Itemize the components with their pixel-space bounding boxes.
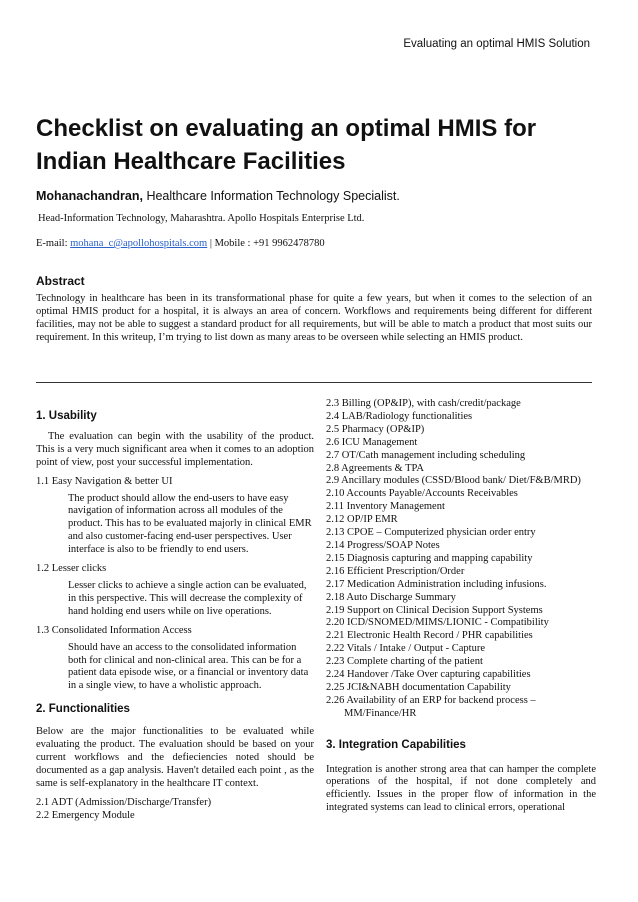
- integration-text: Integration is another strong area that can hamper the complete operations of the hospital, if not done completely and efficiently. Issues in the proper flow of information in the integrated systems can lead to clinical errors, operational: [326, 763, 596, 814]
- author-role: Healthcare Information Technology Specialist.: [142, 189, 400, 203]
- list-item: 2.2 Emergency Module: [36, 809, 135, 821]
- list-item: 2.8 Agreements & TPA: [326, 462, 425, 474]
- list-item: 2.23 Complete charting of the patient: [326, 656, 483, 668]
- list-item: 2.18 Auto Discharge Summary: [326, 591, 456, 603]
- list-item: 2.6 ICU Management: [326, 436, 418, 448]
- subsection-label: 1.3 Consolidated Information Access: [36, 624, 192, 636]
- list-item: 2.7 OT/Cath management including scheduling: [326, 449, 526, 461]
- list-item: 2.20 ICD/SNOMED/MIMS/LIONIC - Compatibility: [326, 617, 549, 629]
- list-item-continuation: MM/Finance/HR: [344, 707, 417, 719]
- list-item: 2.15 Diagnosis capturing and mapping capability: [326, 552, 533, 564]
- list-item: 2.24 Handover /Take Over capturing capabilities: [326, 669, 531, 681]
- list-item: 2.10 Accounts Payable/Accounts Receivables: [326, 488, 518, 500]
- contact-line: [36, 238, 325, 249]
- email-label: E-mail:: [36, 238, 71, 249]
- author-name: Mohanachandran,: [36, 189, 143, 203]
- list-item: 2.26 Availability of an ERP for backend process –: [326, 694, 536, 706]
- subsection-body: Lesser clicks to achieve a single action can be evaluated, in this perspective. This will decrease the complexity of hand holding end users while on live operations.: [68, 579, 307, 617]
- section-heading-usability: 1. Usability: [36, 410, 97, 422]
- list-item: 2.16 Efficient Prescription/Order: [326, 565, 465, 577]
- list-item: 2.5 Pharmacy (OP&IP): [326, 423, 425, 435]
- subsection-label: 1.1 Easy Navigation & better UI: [36, 475, 173, 487]
- list-item: 2.19 Support on Clinical Decision Support Systems: [326, 604, 543, 616]
- section-divider: [36, 382, 592, 383]
- usability-intro: The evaluation can begin with the usability of the product. This is a very much significant area when it comes to an adoption point of view, post your successful implementation.: [36, 430, 314, 468]
- list-item: 2.14 Progress/SOAP Notes: [326, 539, 440, 551]
- list-item: 2.22 Vitals / Intake / Output - Capture: [326, 643, 485, 655]
- section-heading-functionalities: 2. Functionalities: [36, 703, 130, 716]
- list-item: 2.1 ADT (Admission/Discharge/Transfer): [36, 796, 212, 808]
- list-item: 2.3 Billing (OP&IP), with cash/credit/package: [326, 398, 521, 409]
- paper-title: Checklist on evaluating an optimal HMIS for Indian Healthcare Facilities: [36, 115, 537, 175]
- list-item: 2.25 JCI&NABH documentation Capability: [326, 681, 511, 693]
- section-heading-integration: 3. Integration Capabilities: [326, 738, 466, 751]
- list-item: 2.12 OP/IP EMR: [326, 514, 398, 526]
- list-item: 2.21 Electronic Health Record / PHR capabilities: [326, 630, 533, 642]
- list-item: 2.13 CPOE – Computerized physician order entry: [326, 527, 536, 539]
- mobile-info: | Mobile : +91 9962478780: [207, 238, 325, 249]
- email-link[interactable]: mohana_c@apollohospitals.com: [70, 238, 208, 249]
- subsection-body: The product should allow the end-users to have easy navigation of information across all modules of the product. This has to be evaluated majorly in clinical EMR and also customer-facing end-user perspectives. User interface is also to be friendly to end users.: [68, 492, 312, 556]
- list-item: 2.17 Medication Administration including infusions.: [326, 578, 547, 590]
- author-line: [36, 189, 400, 203]
- left-column: [36, 410, 314, 822]
- subsection-body: Should have an access to the consolidated information both for clinical and non-clinical area. This can be for a patient data episode wise, or a financial or inventory data in a single view, to have a wholistic approach.: [68, 641, 309, 692]
- right-column: [326, 398, 596, 821]
- functionalities-intro: Below are the major functionalities to be evaluated while evaluating the product. The evaluation should be based on your current workflows and the defieciencies noted should be documented as a gap analysis. Haven't detailed each point , as the same is self-explanatory in the healthcare IT context.: [36, 726, 314, 789]
- list-item: 2.4 LAB/Radiology functionalities: [326, 410, 473, 422]
- abstract-heading: Abstract: [36, 274, 85, 288]
- subsection-label: 1.2 Lesser clicks: [36, 563, 107, 575]
- abstract-text: Technology in healthcare has been in its transformational phase for quite a few years, but when it comes to the selection of an optimal HMIS product for a hospital, it is always an area of concern. Workflows and requirements being different for different facilities, may not be able to suggest a standard product for all requirements, but will be able to match a product that most suits our requirement. In this writeup, I’m trying to list down as many areas to be overseen while selecting an HMIS product.: [36, 293, 592, 343]
- list-item: 2.9 Ancillary modules (CSSD/Blood bank/ Diet/F&B/MRD): [326, 475, 581, 487]
- running-header: Evaluating an optimal HMIS Solution: [403, 38, 590, 50]
- list-item: 2.11 Inventory Management: [326, 501, 445, 513]
- affiliation: Head-Information Technology, Maharashtra. Apollo Hospitals Enterprise Ltd.: [38, 213, 365, 224]
